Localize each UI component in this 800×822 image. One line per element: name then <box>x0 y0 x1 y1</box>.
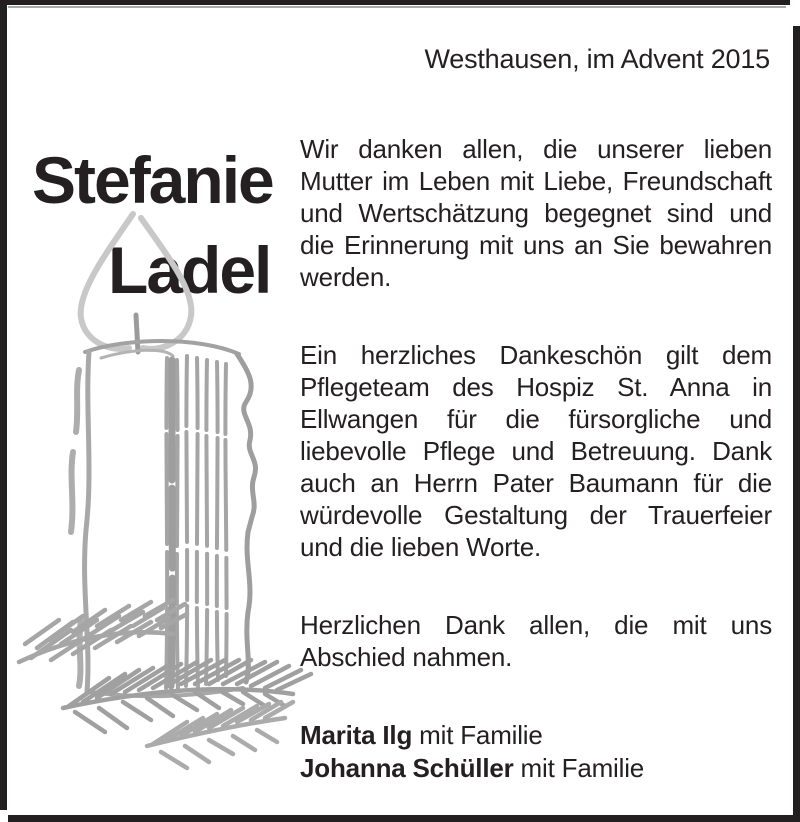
paragraph <box>300 609 772 673</box>
text-line: Abschied nahmen. <box>300 642 513 672</box>
text-line: Ellwangen für die fürsorgliche und <box>300 404 772 434</box>
body-paragraphs <box>300 133 772 673</box>
scan-border-top <box>0 0 790 5</box>
paragraph <box>300 339 772 563</box>
text-line: werden. <box>300 262 392 292</box>
scan-border-right <box>793 26 800 822</box>
text-line: Wir danken allen, die unserer lieben <box>300 134 772 164</box>
signatures <box>300 719 772 785</box>
text-line: Ein herzliches Dankeschön gilt dem <box>300 340 772 370</box>
signature-line <box>300 752 772 785</box>
deceased-first-name: Stefanie <box>32 143 273 217</box>
text-line: Herzlichen Dank allen, die mit uns <box>300 610 772 640</box>
text-line: die Erinnerung mit uns an Sie bewahren <box>300 230 772 260</box>
signature-name: Marita Ilg <box>300 720 413 750</box>
scan-border-bottom <box>8 815 800 822</box>
signature-suffix: mit Familie <box>412 720 543 750</box>
body-text-column <box>300 133 772 785</box>
text-line: liebevolle Pflege und Betreuung. Dank <box>300 436 772 466</box>
text-line: und Wertschätzung begegnet sind und <box>300 198 772 228</box>
deceased-last-name: Ladel <box>108 233 271 307</box>
scan-border-left <box>0 0 7 810</box>
text-line: würdevolle Gestaltung der Trauerfeier <box>300 500 772 530</box>
dateline: Westhausen, im Advent 2015 <box>424 44 770 74</box>
paragraph <box>300 133 772 293</box>
text-line: Mutter im Leben mit Liebe, Freundschaft <box>300 166 772 196</box>
signature-name: Johanna Schüller <box>300 753 514 783</box>
signature-suffix: mit Familie <box>513 753 645 783</box>
text-line: Pflegeteam des Hospiz St. Anna in <box>300 372 772 402</box>
signature-line <box>300 719 772 752</box>
scan-hairline <box>8 6 786 8</box>
text-line: und die lieben Worte. <box>300 532 542 562</box>
text-line: auch an Herrn Pater Baumann für die <box>300 468 772 498</box>
candle-with-fir-branch-sketch-icon <box>15 200 315 775</box>
